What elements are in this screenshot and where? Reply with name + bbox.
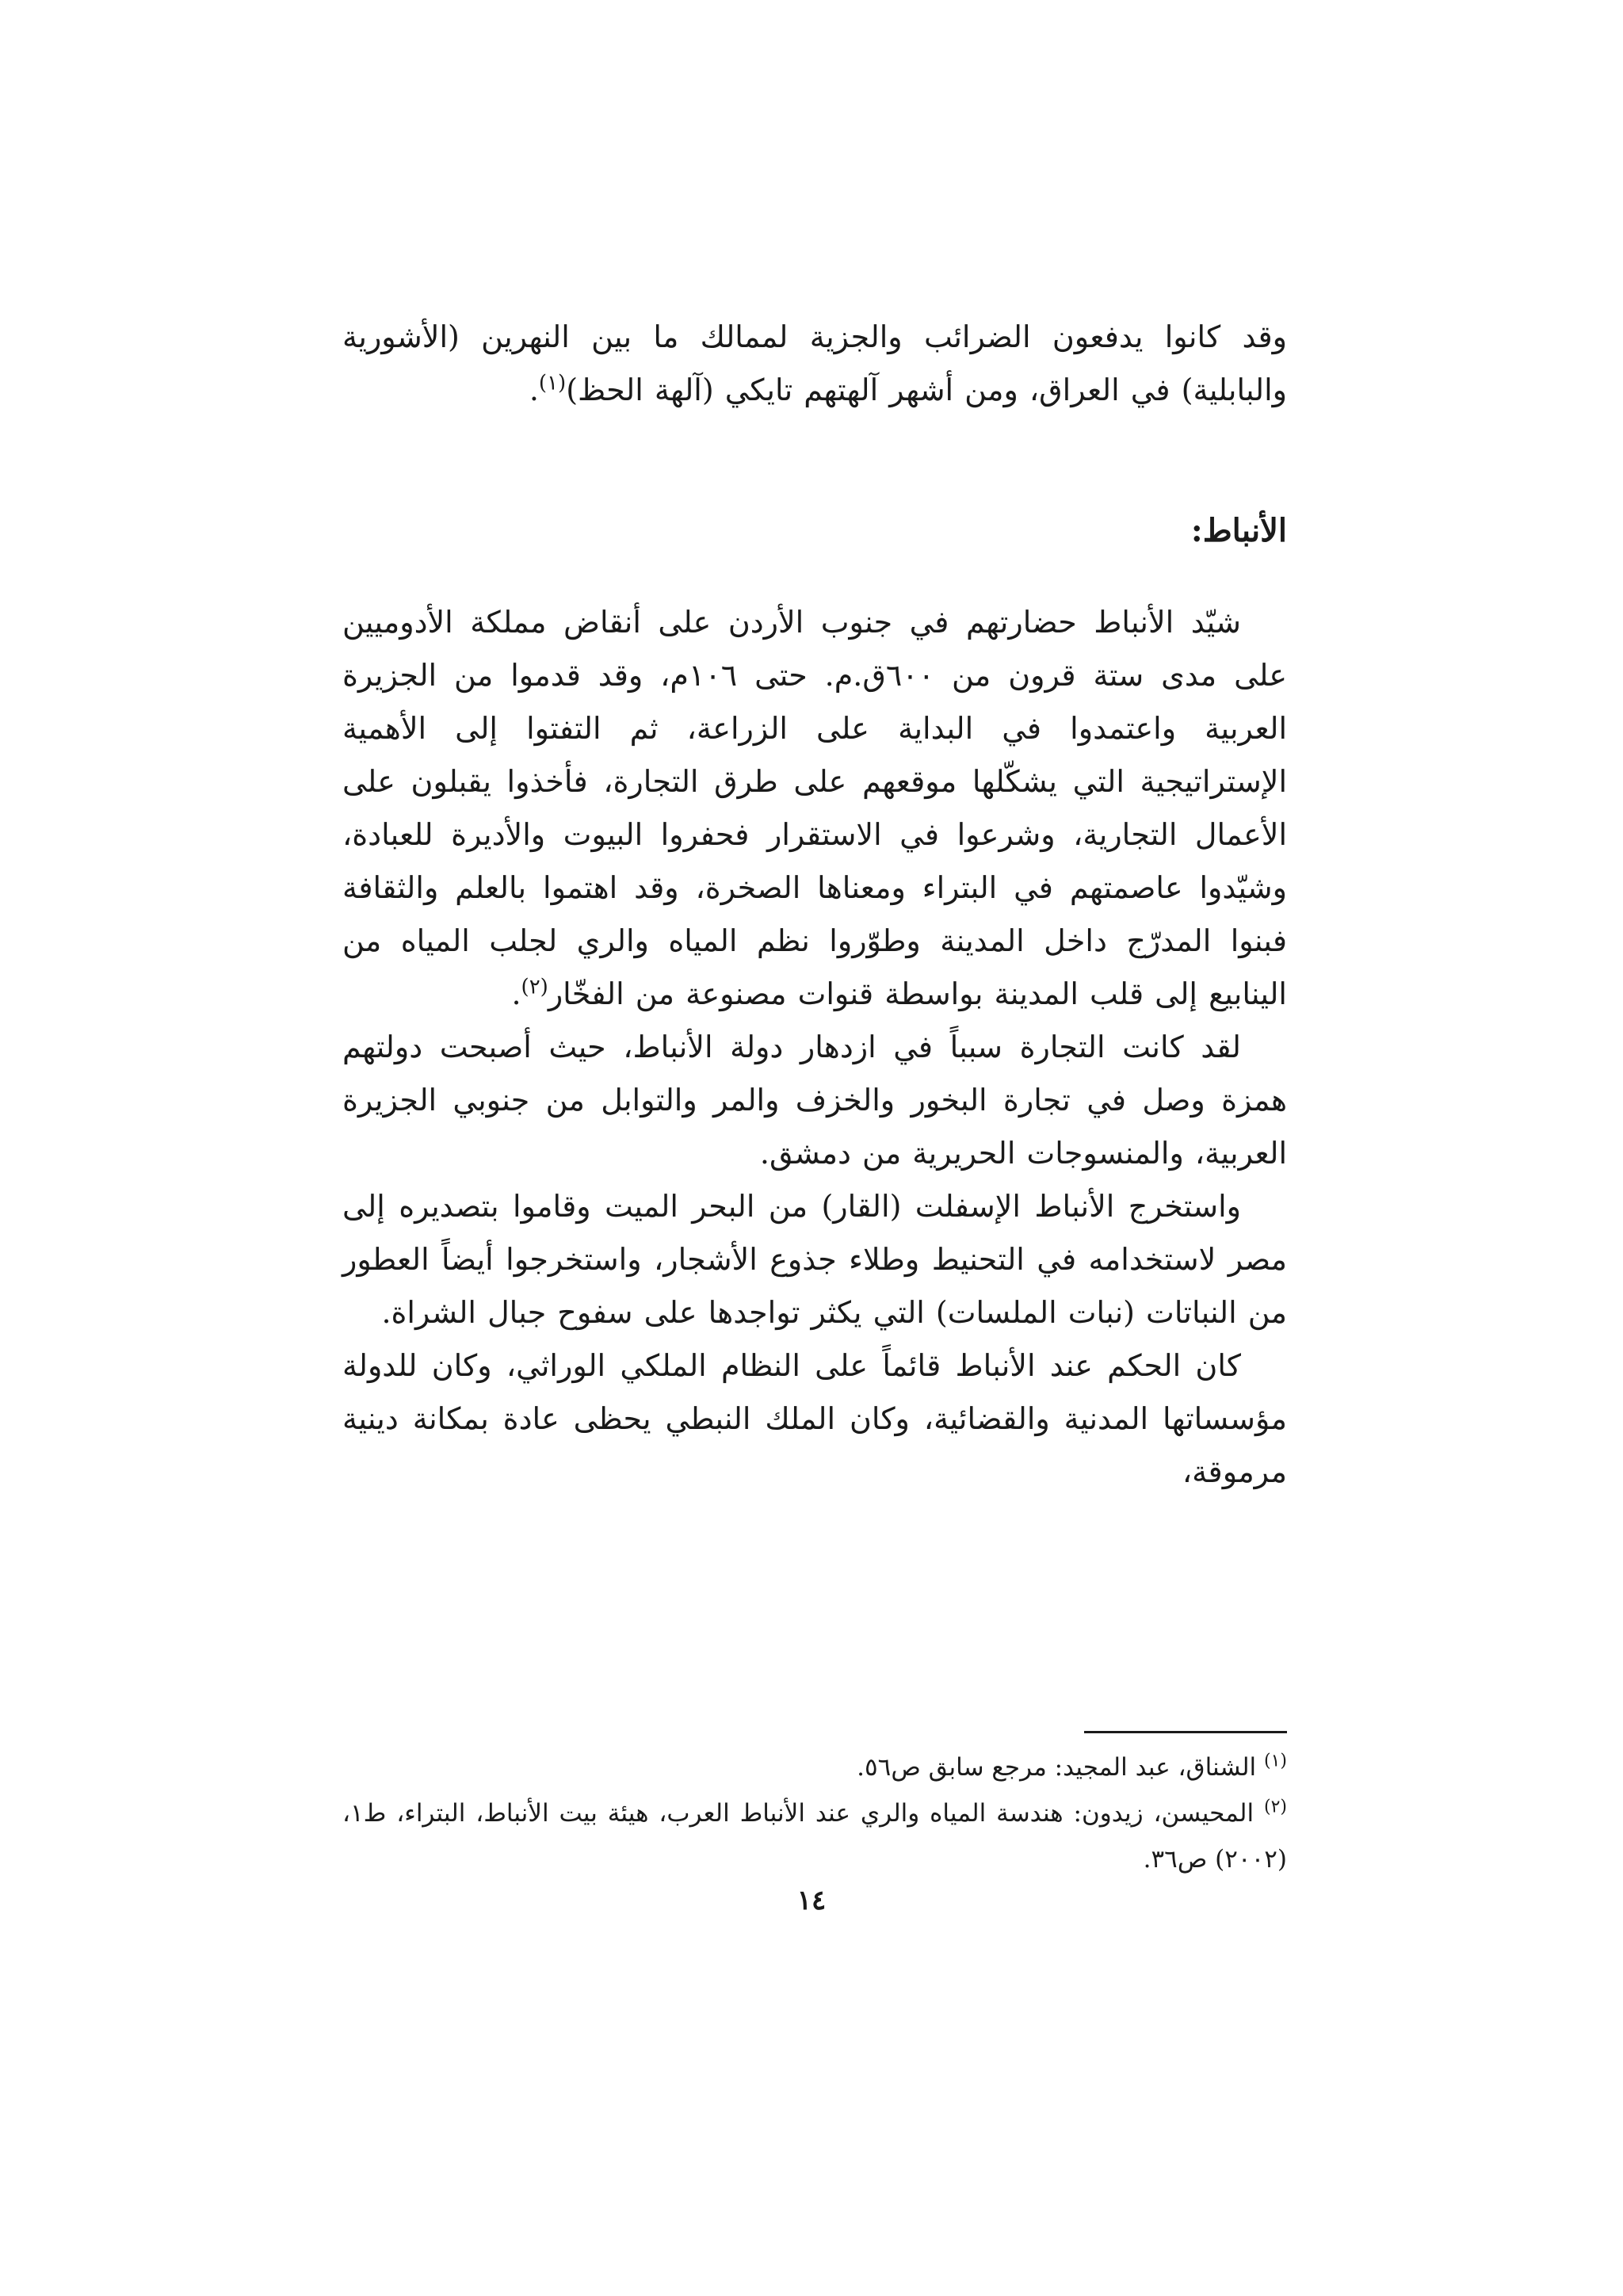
footnote-divider [1084,1731,1287,1733]
paragraph-1 [342,596,1287,1021]
paragraph-2: لقد كانت التجارة سبباً في ازدهار دولة الأنباط، حيث أصبحت دولتهم همزة وصل في تجارة البخور والخزف والمر والتوابل من جنوبي الجزيرة العربية، والمنسوجات الحريرية من دمشق. [342,1030,1287,1171]
footnote-ref-2: (٢) [521,975,548,999]
intro-text-line [342,311,1287,417]
paragraph-1-end: . [511,976,521,1011]
paragraph-4: كان الحكم عند الأنباط قائماً على النظام الملكي الوراثي، وكان للدولة مؤسساتها المدنية والقضائية، وكان الملك النبطي يحظى عادة بمكانة دينية مرموقة، [342,1348,1287,1489]
footnote-2-text: المحيسن، زيدون: هندسة المياه والري عند الأنباط العرب، هيئة بيت الأنباط، البتراء، ط١، (٢٠٠٢) ص٣٦. [342,1799,1287,1874]
intro-paragraph [342,311,1287,417]
footnotes [342,1744,1287,1882]
footnote-1-mark: (١) [1263,1751,1287,1771]
intro-text: وقد كانوا يدفعون الضرائب والجزية لممالك ما بين النهرين (الأشورية والبابلية) في العراق، ومن أشهر آلهتهم تايكي (آلهة الحظ) [342,319,1287,407]
footnote-1-text: الشناق، عبد المجيد: مرجع سابق ص٥٦. [857,1753,1257,1782]
page-number: ١٤ [796,1885,827,1916]
paragraph-3: واستخرج الأنباط الإسفلت (القار) من البحر الميت وقاموا بتصديره إلى مصر لاستخدامه في التحنيط وطلاء جذوع الأشجار، واستخرجوا أيضاً العطور من النباتات (نبات الملسات) التي يكثر تواجدها على سفوح جبال الشراة. [342,1189,1287,1330]
section-heading: الأنباط: [1190,512,1287,549]
paragraph-1-text: شيّد الأنباط حضارتهم في جنوب الأردن على أنقاض مملكة الأدوميين على مدى ستة قرون من ٦٠٠ق.م. حتى ١٠٦م، وقد قدموا من الجزيرة العربية واعتمدوا في البداية على الزراعة، ثم التفتوا إلى الأهمية الإستراتيجية التي يشكّلها موقعهم على طرق التجارة، فأخذوا يقبلون على الأعمال التجارية، وشرعوا في الاستقرار فحفروا البيوت والأديرة للعبادة، وشيّدوا عاصمتهم في البتراء ومعناها الصخرة، وقد اهتموا بالعلم والثقافة فبنوا المدرّج داخل المدينة وطوّروا نظم المياه والري لجلب المياه من الينابيع إلى قلب المدينة بواسطة قنوات مصنوعة من الفخّار [342,605,1287,1011]
footnote-ref-1: (١) [538,371,567,395]
intro-end: . [529,372,539,407]
footnote-1 [342,1744,1287,1790]
footnote-2-mark: (٢) [1264,1797,1288,1817]
footnote-2 [342,1790,1287,1882]
body-text [342,596,1287,1499]
